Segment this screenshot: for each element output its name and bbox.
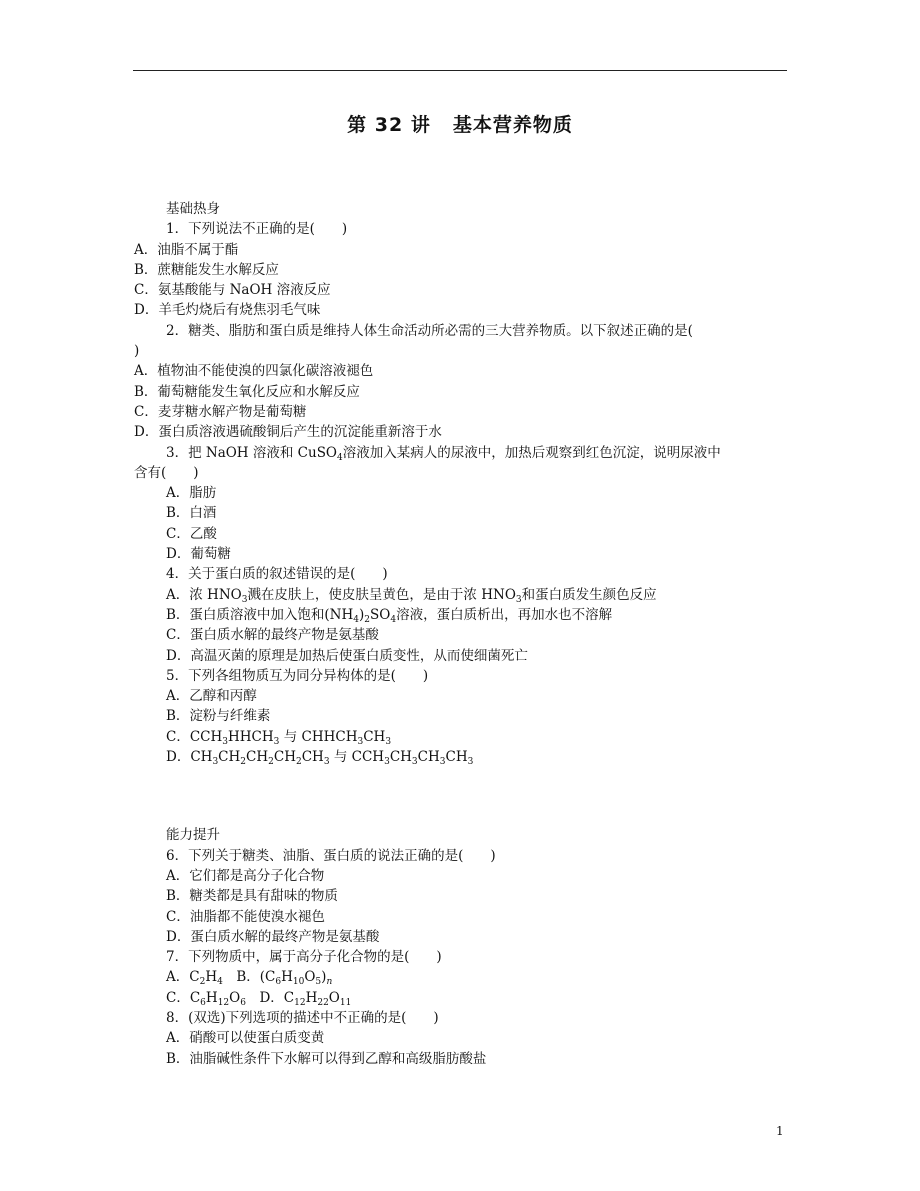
option: A．它们都是高分子化合物 xyxy=(166,867,325,884)
option: D．高温灭菌的原理是加热后使蛋白质变性，从而使细菌死亡 xyxy=(166,647,528,664)
question-stem: 1．下列说法不正确的是( ) xyxy=(166,221,348,238)
option: A．油脂不属于酯 xyxy=(134,241,239,258)
option: B．白酒 xyxy=(166,505,217,522)
option: C．$CCH_3HHCH_3$ 与 $CHHCH_3CH_3$ xyxy=(166,728,392,747)
option: D．$CH_3CH_2CH_2CH_2CH_3$ 与 $CCH_3CH_3CH_3CH_3$ xyxy=(166,749,474,768)
option: D．羊毛灼烧后有烧焦羽毛气味 xyxy=(134,302,321,319)
option: A．乙醇和丙醇 xyxy=(166,688,257,705)
question-stem: 4．关于蛋白质的叙述错误的是( ) xyxy=(166,566,388,583)
option: A．浓 $HNO_3$溅在皮肤上，使皮肤呈黄色，是由于浓 $HNO_3$和蛋白质发生颜色反应 xyxy=(166,586,657,605)
question-stem: 5．下列各组物质互为同分异构体的是( ) xyxy=(166,667,429,684)
option: C．氨基酸能与 NaOH 溶液反应 xyxy=(134,282,331,299)
lesson-name: 基本营养物质 xyxy=(452,114,573,136)
option: B．糖类都是具有甜味的物质 xyxy=(166,888,338,905)
option: D．蛋白质溶液遇硫酸铜后产生的沉淀能重新溶于水 xyxy=(134,424,442,441)
question-stem-cont: ) xyxy=(134,343,140,360)
question-stem-cont: 含有( ) xyxy=(134,464,199,481)
option: C．$C_6H_{12}O_6$ D．$C_{12}H_{22}O_{11}$ xyxy=(166,989,352,1008)
section-heading: 基础热身 xyxy=(166,201,220,217)
option: A．$C_2H_4$ B．$(C_6H_{10}O_5)_n$ xyxy=(166,969,333,988)
option: B．油脂碱性条件下水解可以得到乙醇和高级脂肪酸盐 xyxy=(166,1050,487,1067)
option: B．蛋白质溶液中加入饱和$(NH_4)_2SO_4$溶液，蛋白质析出，再加水也不溶解 xyxy=(166,606,613,625)
question-stem: 2．糖类、脂肪和蛋白质是维持人体生命活动所必需的三大营养物质。以下叙述正确的是( xyxy=(166,322,693,339)
section-heading: 能力提升 xyxy=(166,827,220,844)
document-body xyxy=(134,199,786,1069)
option: B．淀粉与纤维素 xyxy=(166,708,271,725)
page-number: 1 xyxy=(776,1124,784,1138)
question-stem: 3．把 NaOH 溶液和 CuSO$_4$溶液加入某病人的尿液中，加热后观察到红色沉淀，说明尿液中 xyxy=(166,444,721,463)
option: A．硝酸可以使蛋白质变黄 xyxy=(166,1030,325,1047)
option: D．葡萄糖 xyxy=(166,546,231,563)
question-stem: 8．(双选)下列选项的描述中不正确的是( ) xyxy=(166,1009,439,1026)
option: C．油脂都不能使溴水褪色 xyxy=(166,908,325,925)
option: D．蛋白质水解的最终产物是氨基酸 xyxy=(166,928,380,945)
page-title xyxy=(0,110,920,137)
question-stem: 7．下列物质中，属于高分子化合物的是( ) xyxy=(166,949,442,966)
option: B．蔗糖能发生水解反应 xyxy=(134,261,279,278)
option: A．植物油不能使溴的四氯化碳溶液褪色 xyxy=(134,363,374,380)
question-stem: 6．下列关于糖类、油脂、蛋白质的说法正确的是( ) xyxy=(166,847,496,864)
option: B．葡萄糖能发生氧化反应和水解反应 xyxy=(134,383,360,400)
header-rule xyxy=(133,70,787,71)
option: A．脂肪 xyxy=(166,485,217,502)
lesson-number: 第 32 讲 xyxy=(347,114,431,136)
option: C．麦芽糖水解产物是葡萄糖 xyxy=(134,403,307,420)
option: C．乙酸 xyxy=(166,525,217,542)
option: C．蛋白质水解的最终产物是氨基酸 xyxy=(166,627,379,644)
